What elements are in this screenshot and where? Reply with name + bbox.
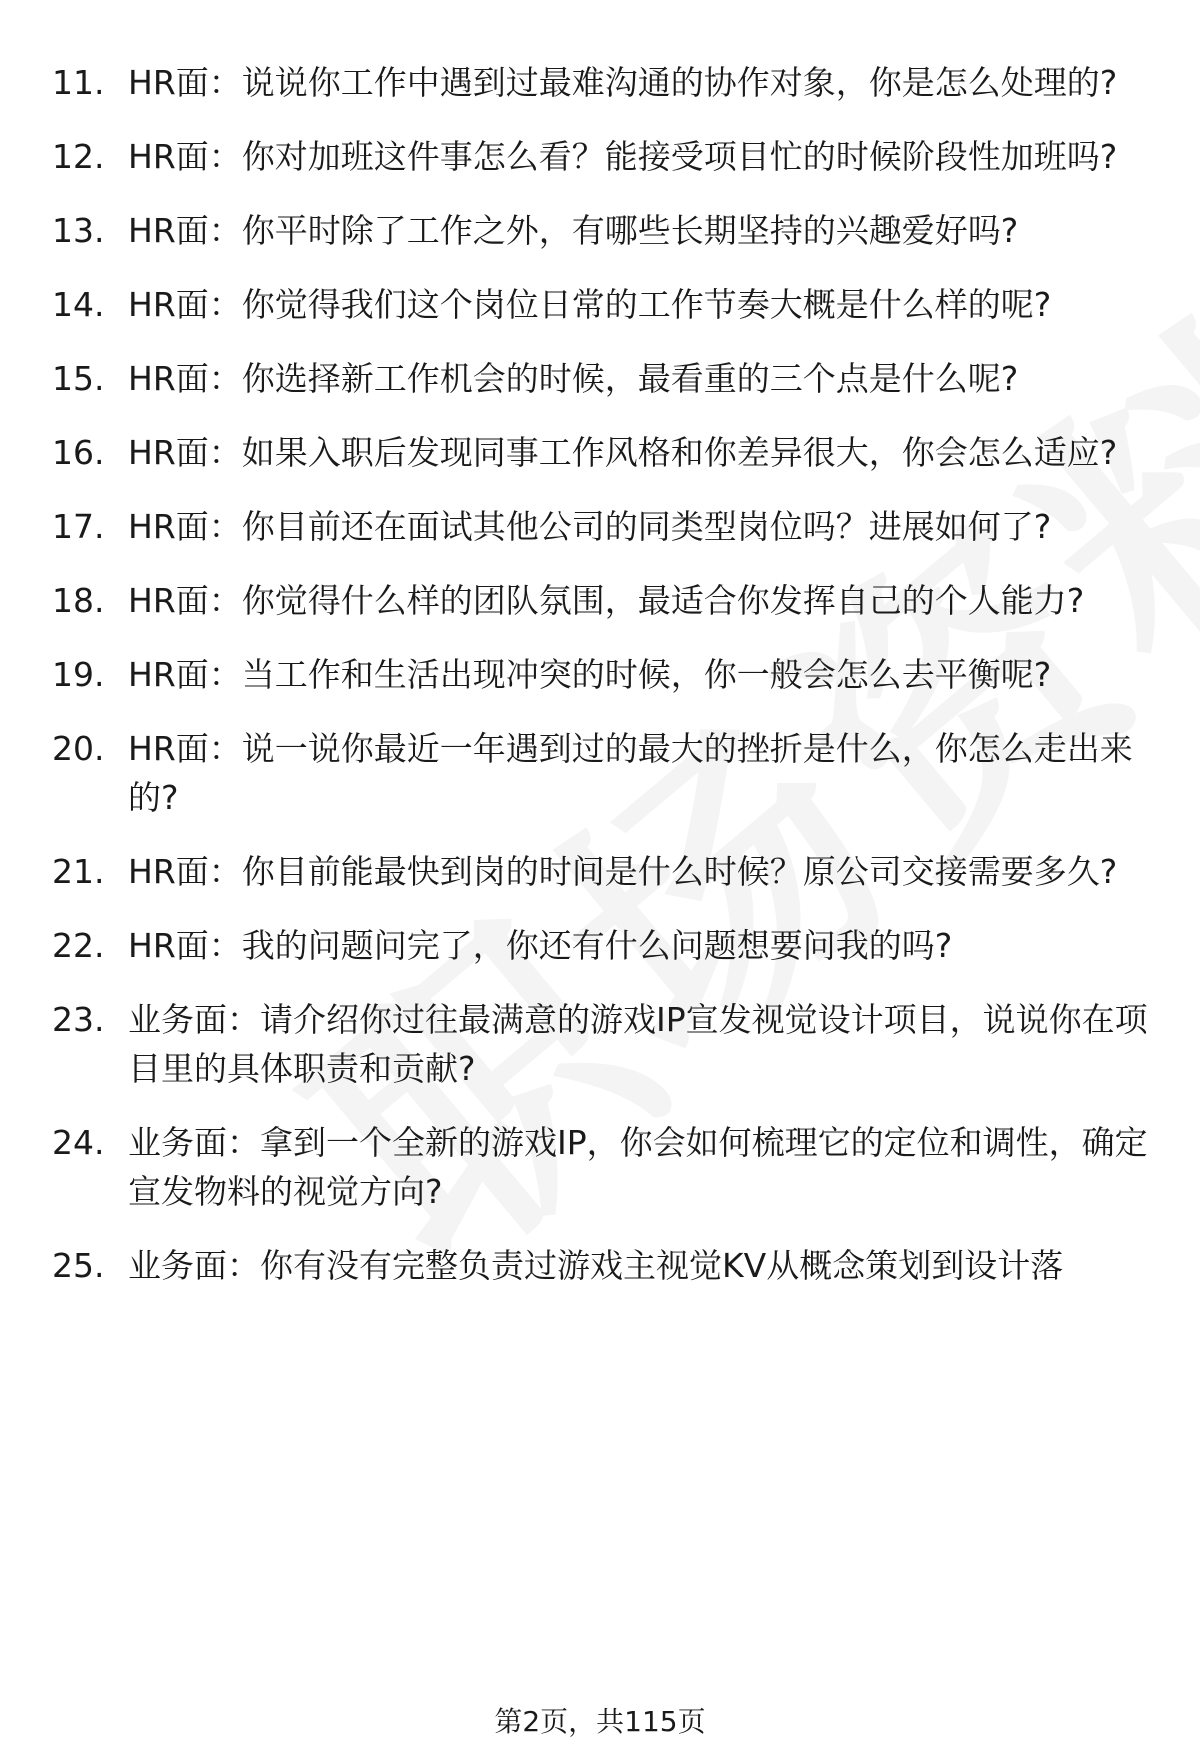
list-item (0, 58, 1200, 107)
list-item (0, 921, 1200, 970)
list-item (0, 206, 1200, 255)
list-item (0, 502, 1200, 551)
item-text: HR面：我的问题问完了，你还有什么问题想要问我的吗? (128, 926, 953, 965)
list-item (0, 1118, 1200, 1216)
list-item (0, 280, 1200, 329)
item-number: 17. (52, 507, 105, 546)
item-text: HR面：你觉得我们这个岗位日常的工作节奏大概是什么样的呢? (128, 285, 1052, 324)
list-item (0, 650, 1200, 699)
item-number: 21. (52, 852, 105, 891)
item-text: HR面：你目前能最快到岗的时间是什么时候？原公司交接需要多久? (128, 852, 1118, 891)
list-item (0, 428, 1200, 477)
list-item (0, 576, 1200, 625)
list-item (0, 132, 1200, 181)
item-number: 19. (52, 655, 105, 694)
item-text: HR面：说一说你最近一年遇到过的最大的挫折是什么，你怎么走出来的? (128, 729, 1133, 817)
item-number: 15. (52, 359, 105, 398)
item-number: 20. (52, 729, 105, 768)
item-number: 25. (52, 1246, 105, 1285)
item-number: 11. (52, 63, 105, 102)
item-text: HR面：说说你工作中遇到过最难沟通的协作对象，你是怎么处理的? (128, 63, 1118, 102)
item-number: 16. (52, 433, 105, 472)
list-item (0, 995, 1200, 1093)
item-text: HR面：你平时除了工作之外，有哪些长期坚持的兴趣爱好吗? (128, 211, 1019, 250)
item-number: 24. (52, 1123, 105, 1162)
item-number: 23. (52, 1000, 105, 1039)
item-number: 18. (52, 581, 105, 620)
item-number: 12. (52, 137, 105, 176)
list-item (0, 354, 1200, 403)
item-number: 13. (52, 211, 105, 250)
item-text: HR面：你觉得什么样的团队氛围，最适合你发挥自己的个人能力? (128, 581, 1085, 620)
item-text: 业务面：请介绍你过往最满意的游戏IP宣发视觉设计项目，说说你在项目里的具体职责和贡献? (128, 1000, 1148, 1088)
item-number: 14. (52, 285, 105, 324)
list-item (0, 1241, 1200, 1290)
item-number: 22. (52, 926, 105, 965)
question-list (0, 58, 1200, 1315)
item-text: HR面：当工作和生活出现冲突的时候，你一般会怎么去平衡呢? (128, 655, 1052, 694)
item-text: 业务面：拿到一个全新的游戏IP，你会如何梳理它的定位和调性，确定宣发物料的视觉方向? (128, 1123, 1148, 1211)
page-footer: 第2页，共115页 (494, 1705, 706, 1738)
item-text: HR面：你目前还在面试其他公司的同类型岗位吗？进展如何了? (128, 507, 1052, 546)
list-item (0, 724, 1200, 822)
item-text: HR面：你对加班这件事怎么看？能接受项目忙的时候阶段性加班吗? (128, 137, 1118, 176)
item-text: HR面：如果入职后发现同事工作风格和你差异很大，你会怎么适应? (128, 433, 1118, 472)
list-item (0, 847, 1200, 896)
item-text: HR面：你选择新工作机会的时候，最看重的三个点是什么呢? (128, 359, 1019, 398)
item-text: 业务面：你有没有完整负责过游戏主视觉KV从概念策划到设计落 (128, 1246, 1064, 1285)
